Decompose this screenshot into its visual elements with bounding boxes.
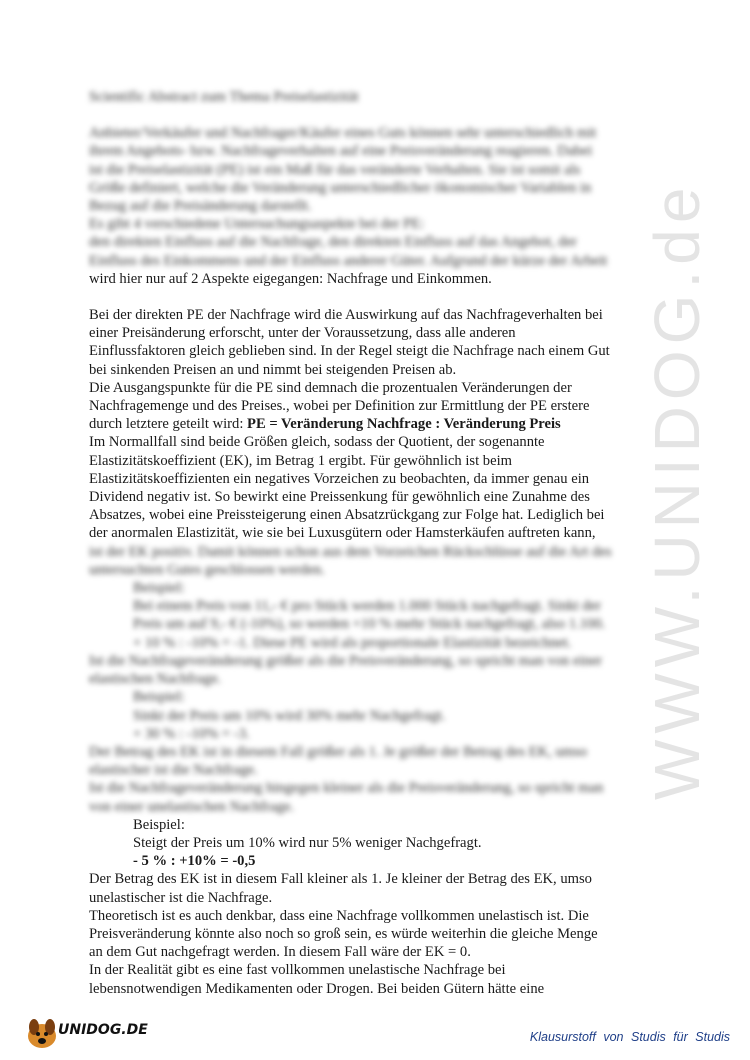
text-line: In der Realität gibt es eine fast vollkommen unelastische Nachfrage bei — [89, 962, 506, 979]
document-body — [89, 88, 664, 998]
formula-prefix: durch letztere geteilt wird: — [89, 416, 248, 433]
text-line: ist der EK positiv. Damit können schon aus dem Vorzeichen Rückschlüsse auf die Art des — [89, 543, 612, 560]
text-line: Einflussfaktoren gleich geblieben sind. In der Regel steigt die Nachfrage nach einem Gut — [89, 343, 610, 360]
text-line: Bei einem Preis von 11,- € pro Stück werden 1.000 Stück nachgefragt. Sinkt der — [133, 598, 601, 615]
text-line: elastischer ist die Nachfrage. — [89, 762, 258, 779]
text-line: Preisveränderung könnte also noch so groß sein, es würde weiterhin die gleiche Menge — [89, 925, 598, 942]
formula-bold: PE = Veränderung Nachfrage : Veränderung Preis — [247, 416, 561, 433]
text-line: Scientific Abstract zum Thema Preiselastizität — [89, 89, 359, 105]
text-line — [89, 106, 664, 124]
text-line: den direkten Einfluss auf die Nachfrage, den direkten Einfluss auf das Angebot, der — [89, 234, 577, 251]
text-line: Es gibt 4 verschiedene Untersuchungsaspekte bei der PE: — [89, 216, 425, 233]
text-line: an dem Gut nachgefragt werden. In diesem Fall wäre der EK = 0. — [89, 944, 471, 961]
text-line: Bei der direkten PE der Nachfrage wird die Auswirkung auf das Nachfrageverhalten bei — [89, 307, 603, 324]
visible-section-1 — [89, 270, 664, 415]
text-line: Dividend negativ ist. So bewirkt eine Preissenkung für gewöhnlich eine Zunahme des — [89, 489, 590, 506]
example-formula: - 5 % : +10% = -0,5 — [133, 853, 256, 870]
blurred-intro-section — [89, 88, 664, 270]
text-line: Absatzes, wobei eine Preissteigerung einen Absatzrückgang zur Folge hat. Lediglich bei — [89, 507, 605, 524]
text-line: Die Ausgangspunkte für die PE sind demnach die prozentualen Veränderungen der — [89, 379, 572, 396]
text-line: ist die Preiselastizität (PE) ist ein Maß für das veränderte Verhalten. Sie ist somit als — [89, 161, 581, 178]
text-line: Einfluss des Einkommens und der Einfluss anderer Güter. Aufgrund der kürze der Arbeit — [89, 252, 608, 269]
footer-tagline: Klausurstoff von Studis für Studis — [529, 1030, 730, 1044]
text-line: einer Preisänderung erforscht, unter der Voraussetzung, dass alle anderen — [89, 325, 516, 342]
text-line: Anbieter/Verkäufer und Nachfrager/Käufer eines Guts können sehr unterschiedlich mit — [89, 125, 597, 142]
text-line: Theoretisch ist es auch denkbar, dass eine Nachfrage vollkommen unelastisch ist. Die — [89, 907, 589, 924]
text-line: Im Normallfall sind beide Größen gleich, sodass der Quotient, der sogenannte — [89, 434, 545, 451]
text-line: + 30 % : -10% = -3. — [133, 725, 250, 742]
text-line: elastischen Nachfrage. — [89, 671, 222, 688]
footer-brand[interactable]: UNIDOG.DE — [58, 1022, 148, 1038]
visible-section-2 — [89, 433, 664, 542]
visible-section-3 — [89, 870, 664, 997]
text-line: Preis um auf 9,- € (-10%), so werden +10 % mehr Stück nachgefragt, also 1.100. — [133, 616, 606, 633]
text-line: ihrem Angebots- bzw. Nachfrageverhalten auf eine Preisveränderung reagieren. Dabei — [89, 143, 593, 160]
example-label: Beispiel: — [133, 816, 185, 833]
text-line: Beispiel: — [133, 689, 185, 706]
example-text: Steigt der Preis um 10% wird nur 5% weniger Nachgefragt. — [133, 834, 482, 851]
text-line: Sinkt der Preis um 10% wird 30% mehr Nachgefragt. — [133, 707, 446, 724]
formula-line — [89, 415, 664, 433]
text-line: untersuchten Gutes geschlossen werden. — [89, 561, 325, 578]
text-line: von einer unelastischen Nachfrage. — [89, 798, 295, 815]
text-line: Elastizitätskoeffizienten ein negatives Vorzeichen zu beobachten, da immer genau ein — [89, 470, 590, 487]
text-line: Nachfragemenge und des Preises., wobei per Definition zur Ermittlung der PE erstere — [89, 398, 590, 415]
text-line: + 10 % : -10% = -1. Diese PE wird als proportionale Elastizität bezeichnet. — [133, 634, 572, 651]
blurred-middle-section — [89, 543, 664, 816]
text-line: Ist die Nachfrageveränderung größer als die Preisveränderung, so spricht man von einer — [89, 652, 603, 669]
watermark-text: WWW.UNIDOG.de — [641, 181, 713, 800]
text-line: Beispiel: — [133, 580, 185, 597]
text-line: Bezug auf die Preisänderung darstellt. — [89, 198, 312, 215]
text-line: Ist die Nachfrageveränderung hingegen kleiner als die Preisveränderung, so spricht man — [89, 780, 604, 797]
text-line: Der Betrag des EK ist in diesem Fall kleiner als 1. Je kleiner der Betrag des EK, umso — [89, 871, 592, 888]
text-line — [89, 288, 664, 306]
text-line: bei sinkenden Preisen an und nimmt bei steigenden Preisen ab. — [89, 361, 457, 378]
text-line: Größe definiert, welche die Veränderung unterschiedlicher ökonomischer Variablen in — [89, 179, 592, 196]
text-line: unelastischer ist die Nachfrage. — [89, 889, 273, 906]
text-line: Der Betrag des EK ist in diesem Fall größer als 1. Je größer der Betrag des EK, umso — [89, 743, 588, 760]
text-line: der anormalen Elastizität, wie sie bei Luxusgütern oder Hamsterkäufen auftreten kann, — [89, 525, 596, 542]
text-line: lebensnotwendigen Medikamenten oder Drogen. Bei beiden Gütern hätte eine — [89, 980, 545, 997]
text-line: wird hier nur auf 2 Aspekte eigegangen: Nachfrage und Einkommen. — [89, 270, 492, 287]
text-line: Elastizitätskoeffizient (EK), im Betrag 1 ergibt. Für gewöhnlich ist beim — [89, 452, 512, 469]
